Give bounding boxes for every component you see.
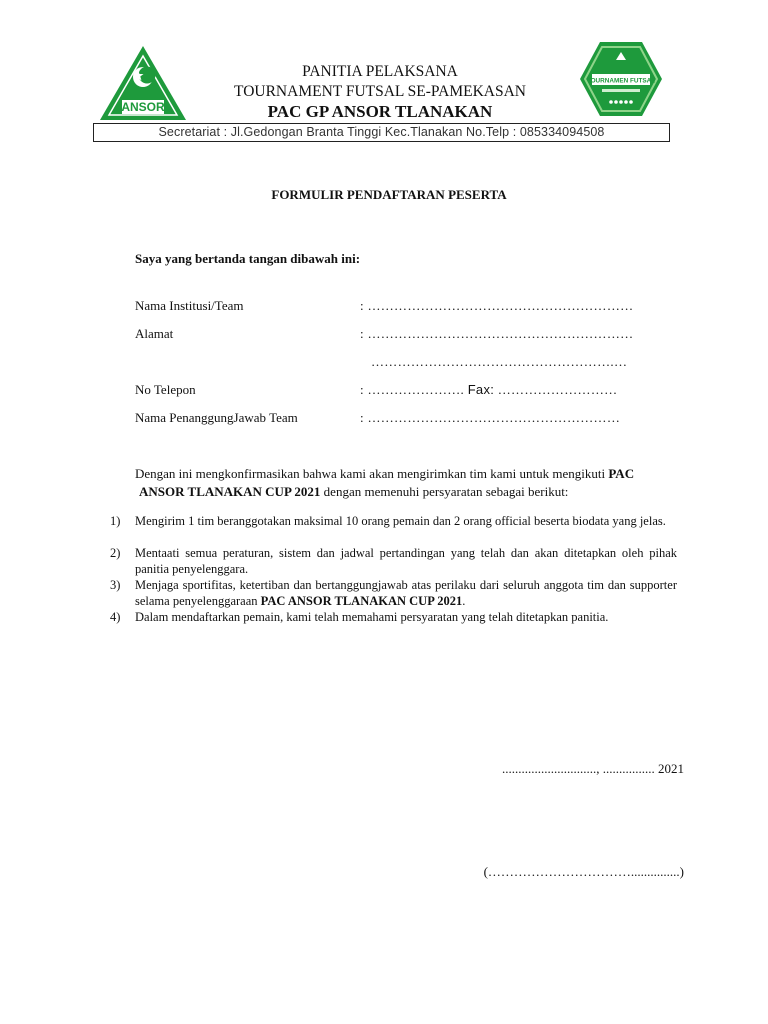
field-telepon-value: : ………………….: [360, 382, 465, 397]
form-intro: Saya yang bertanda tangan dibawah ini:: [135, 251, 361, 266]
field-penanggung: : …………………………………………………: [360, 410, 621, 425]
tournament-badge-text: TOURNAMEN FUTSAL: [586, 77, 656, 85]
requirement-item: [110, 577, 677, 609]
confirmation-text: Dengan ini mengkonfirmasikan bahwa kami akan mengirimkan tim kami untuk mengikuti: [135, 466, 609, 481]
requirement-text: Dalam mendaftarkan pemain, kami telah memahami persyaratan yang telah ditetapkan panitia.: [135, 610, 609, 624]
requirement-item: [110, 513, 677, 529]
requirement-number: 3): [110, 578, 121, 592]
requirement-text-main: Menjaga sportifitas, ketertiban dan bertanggungjawab atas perilaku dari seluruh anggota tim dan supporter selama penyelenggaraan: [135, 578, 677, 608]
requirement-bold-event: PAC ANSOR TLANAKAN CUP 2021: [260, 594, 463, 608]
signature-name: (……………………………...............): [483, 864, 684, 879]
label-alamat: Alamat: [135, 326, 174, 341]
confirmation-paragraph: [135, 465, 680, 501]
requirement-text: [135, 577, 677, 609]
field-alamat-line2: ……………………………………………….…: [371, 354, 628, 369]
requirement-text: Mengirim 1 tim beranggotakan maksimal 10 orang pemain dan 2 orang official beserta biodata yang jelas.: [135, 514, 666, 528]
header-tournament: TOURNAMENT FUTSAL SE-PAMEKASAN: [234, 83, 526, 100]
signature-place-date: ............................., ................ 2021: [502, 761, 684, 776]
secretariat-box: Secretariat : Jl.Gedongan Branta Tinggi Kec.Tlanakan No.Telp : 085334094508: [93, 123, 670, 142]
header-organization: PAC GP ANSOR TLANAKAN: [267, 102, 493, 121]
requirement-item: [110, 609, 677, 625]
label-fax: Fax:: [467, 382, 495, 397]
requirement-number: 2): [110, 546, 121, 560]
label-penanggung: Nama PenanggungJawab Team: [135, 410, 298, 425]
requirement-text: Mentaati semua peraturan, sistem dan jadwal pertandingan yang telah dan akan ditetapkan oleh pihak panitia penyelenggara.: [135, 546, 677, 576]
label-telepon: No Telepon: [135, 382, 196, 397]
header-committee: PANITIA PELAKSANA: [302, 63, 458, 80]
form-title: FORMULIR PENDAFTARAN PESERTA: [271, 187, 507, 202]
confirmation-text-end: dengan memenuhi persyaratan sebagai berikut:: [320, 484, 569, 499]
requirement-text-end: .: [462, 594, 466, 608]
label-institusi: Nama Institusi/Team: [135, 298, 244, 313]
field-institusi: : ……………………………………………………: [360, 298, 634, 313]
field-fax-value: ………………………: [497, 382, 618, 397]
field-telepon: [360, 382, 617, 398]
field-alamat: : ……………………………………………………: [360, 326, 634, 341]
requirement-number: 4): [110, 610, 121, 624]
confirmation-bold-pac: PAC: [608, 466, 635, 481]
requirement-number: 1): [110, 514, 121, 528]
tournament-futsal-badge-icon: [578, 40, 664, 118]
confirmation-bold-event: ANSOR TLANAKAN CUP 2021: [139, 484, 321, 499]
ansor-logo-icon: [98, 44, 188, 122]
ansor-logo-text: ANSOR: [121, 100, 165, 114]
requirement-item: [110, 545, 677, 577]
